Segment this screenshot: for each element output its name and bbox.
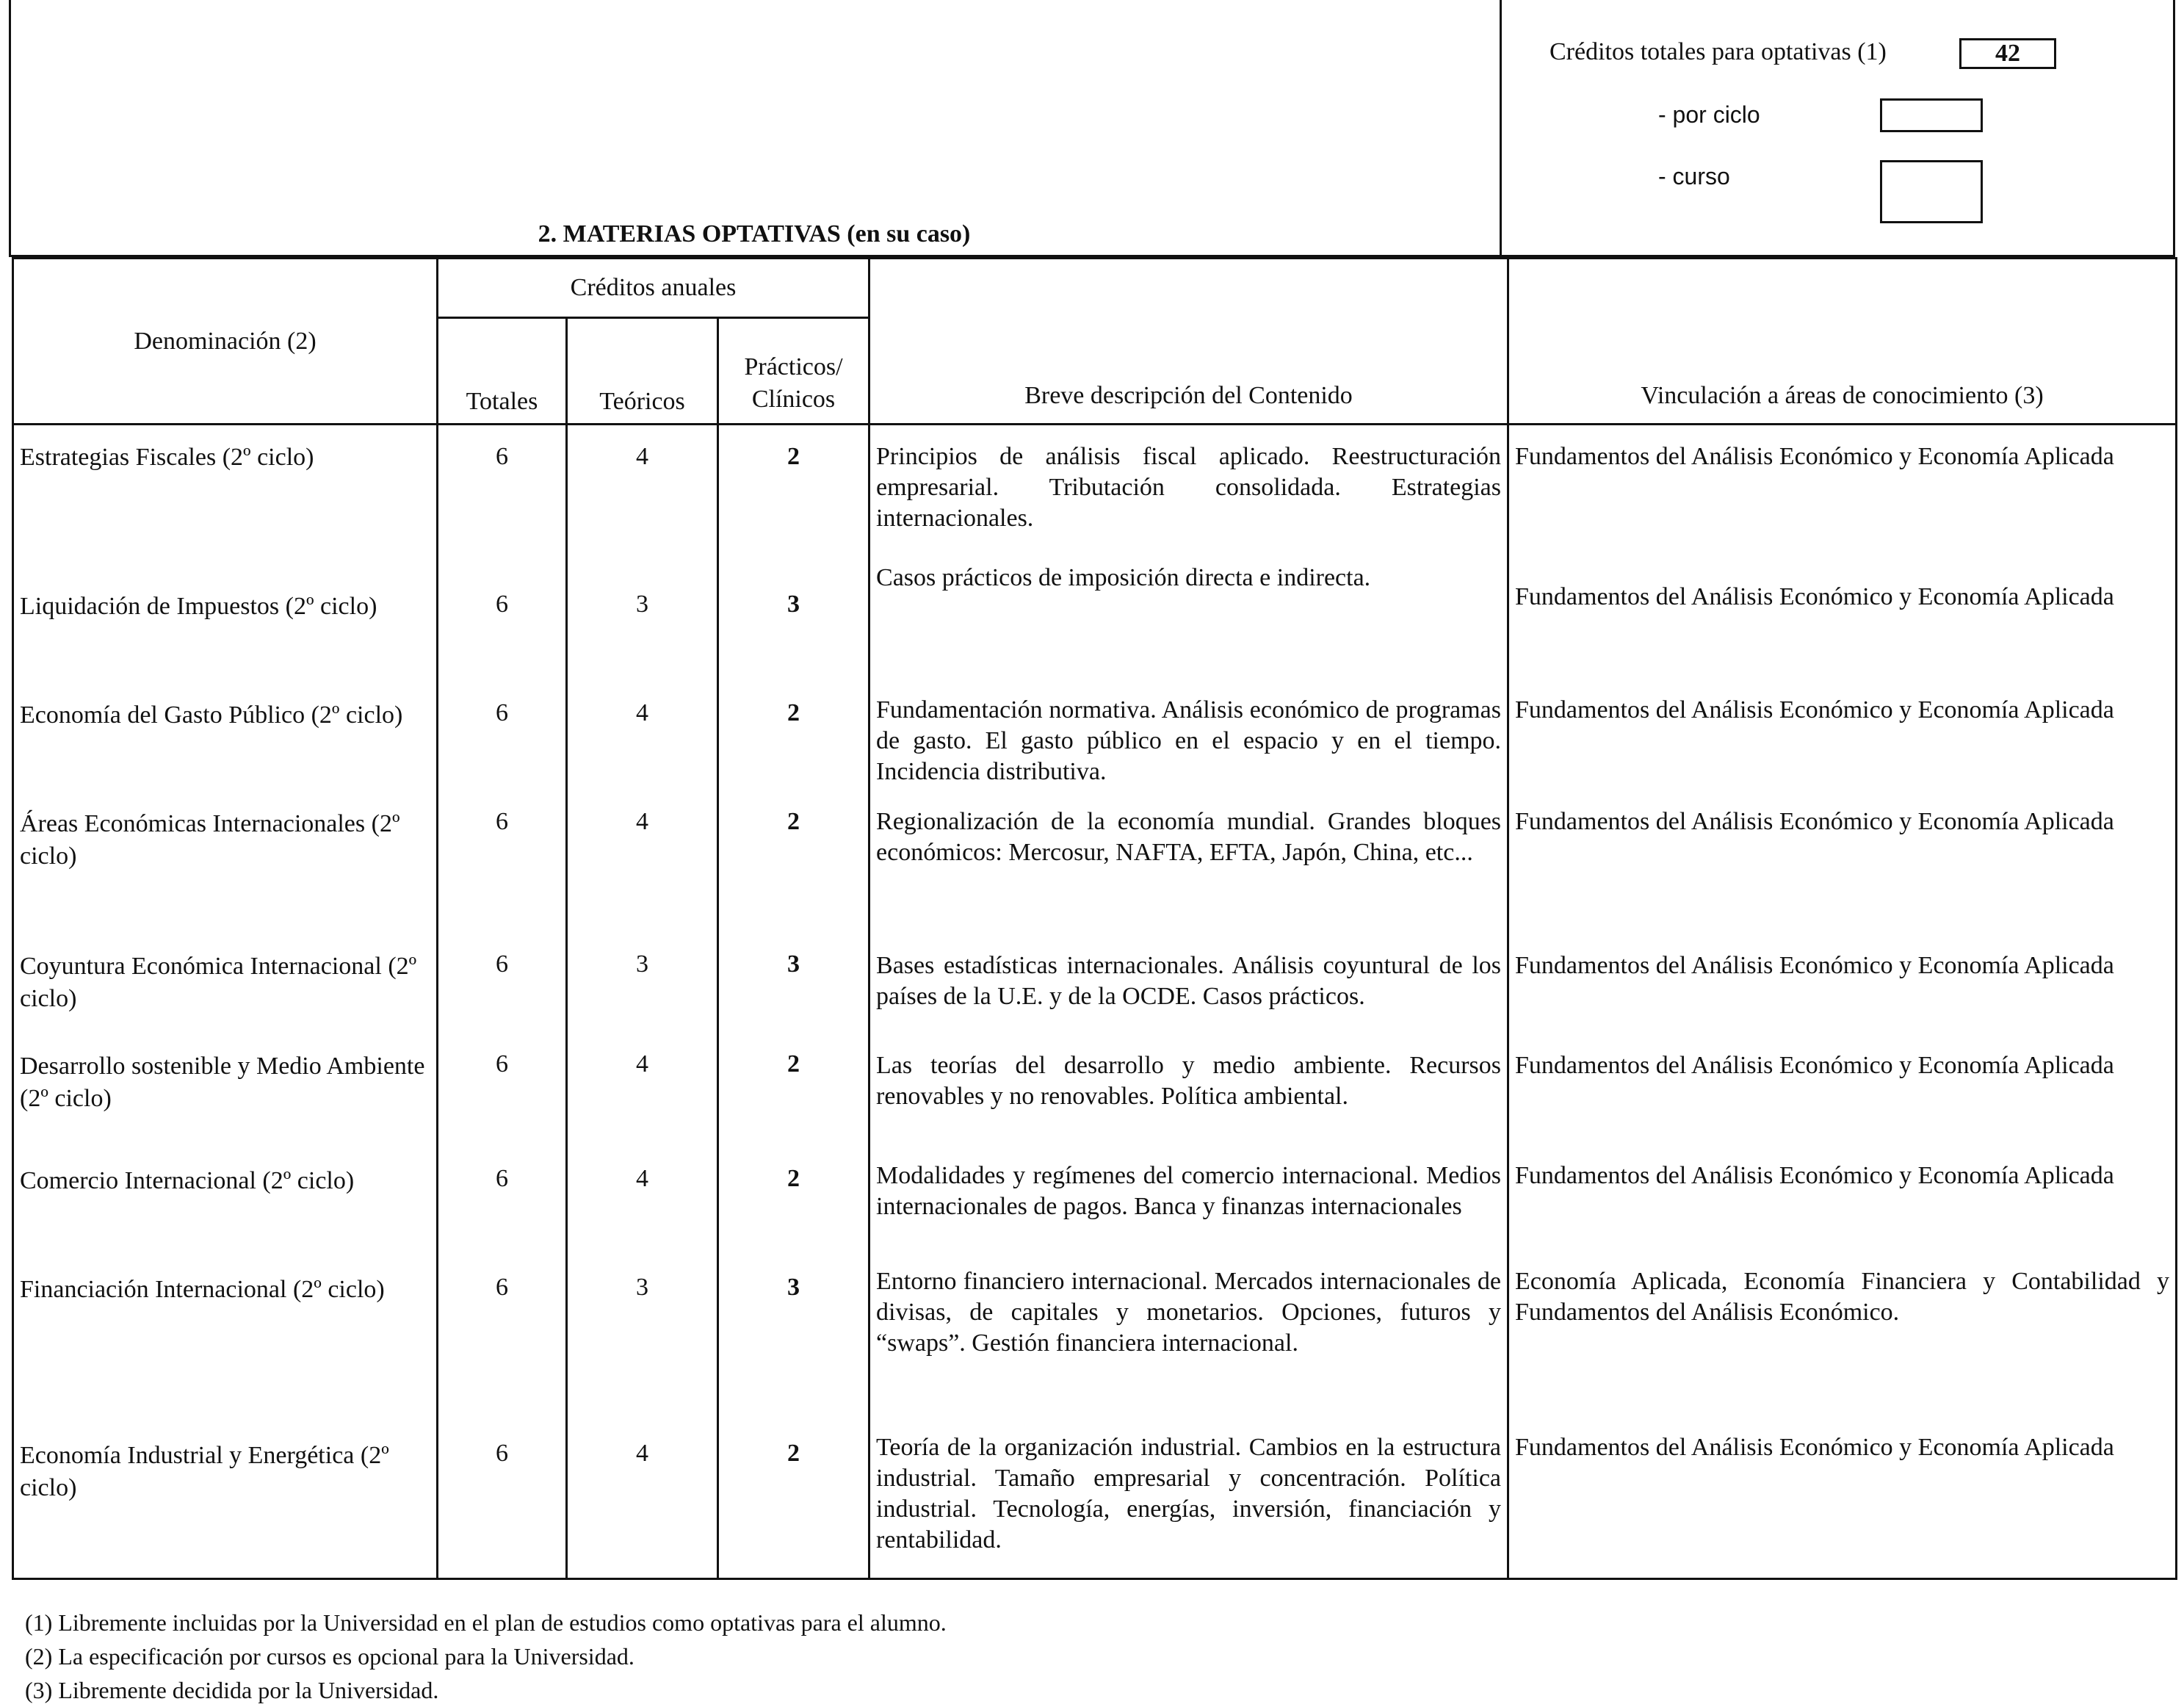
row-vinculacion: Fundamentos del Análisis Económico y Economía Aplicada (1508, 804, 2177, 948)
col-header-totales: Totales (438, 318, 567, 425)
col-header-vinculacion: Vinculación a áreas de conocimiento (3) (1508, 259, 2177, 425)
col-header-descripcion: Breve descripción del Contenido (869, 259, 1508, 425)
col-header-creditos-anuales: Créditos anuales (438, 259, 869, 318)
table-row (13, 1158, 2177, 1263)
curso-box (1880, 160, 1983, 223)
row-vinculacion: Fundamentos del Análisis Económico y Economía Aplicada (1508, 560, 2177, 692)
row-name: Economía del Gasto Público (2º ciclo) (13, 692, 438, 804)
row-teoricos: 4 (567, 1407, 718, 1579)
col-header-teoricos: Teóricos (567, 318, 718, 425)
row-descripcion: Modalidades y regímenes del comercio internacional. Medios internacionales de pagos. Banca y finanzas internacionales (869, 1158, 1508, 1263)
row-totales: 6 (438, 1263, 567, 1407)
footnote-2: (2) La especificación por cursos es opcional para la Universidad. (25, 1643, 634, 1670)
creditos-totales-label: Créditos totales para optativas (1) (1550, 38, 1887, 65)
row-teoricos: 3 (567, 1263, 718, 1407)
row-descripcion: Casos prácticos de imposición directa e indirecta. (869, 560, 1508, 692)
row-totales: 6 (438, 948, 567, 1047)
row-practicos: 2 (718, 1047, 869, 1158)
col-header-denominacion: Denominación (2) (13, 259, 438, 425)
table-row (13, 1263, 2177, 1407)
row-totales: 6 (438, 560, 567, 692)
row-descripcion: Principios de análisis fiscal aplicado. Reestructuración empresarial. Tributación consolidada. Estrategias internacionales. (869, 425, 1508, 560)
footnotes (25, 1606, 947, 1707)
row-teoricos: 4 (567, 1047, 718, 1158)
row-vinculacion: Fundamentos del Análisis Económico y Economía Aplicada (1508, 948, 2177, 1047)
row-descripcion: Entorno financiero internacional. Mercados internacionales de divisas, de capitales y monetarios. Opciones, futuros y “swaps”. Gestión financiera internacional. (869, 1263, 1508, 1407)
row-descripcion: Fundamentación normativa. Análisis económico de programas de gasto. El gasto público en el espacio y en el tiempo. Incidencia distributiva. (869, 692, 1508, 804)
row-vinculacion: Fundamentos del Análisis Económico y Economía Aplicada (1508, 1407, 2177, 1579)
row-vinculacion: Fundamentos del Análisis Económico y Economía Aplicada (1508, 1047, 2177, 1158)
row-name: Áreas Económicas Internacionales (2º ciclo) (13, 804, 438, 948)
row-practicos: 2 (718, 804, 869, 948)
row-totales: 6 (438, 425, 567, 560)
row-vinculacion: Fundamentos del Análisis Económico y Economía Aplicada (1508, 425, 2177, 560)
row-practicos: 3 (718, 1263, 869, 1407)
table-row (13, 560, 2177, 692)
footnote-1: (1) Libremente incluidas por la Universidad en el plan de estudios como optativas para el alumno. (25, 1609, 947, 1636)
row-practicos: 2 (718, 425, 869, 560)
creditos-totales-box: 42 (1959, 38, 2056, 69)
table-row (13, 948, 2177, 1047)
row-name: Desarrollo sostenible y Medio Ambiente (2º ciclo) (13, 1047, 438, 1158)
row-descripcion: Las teorías del desarrollo y medio ambiente. Recursos renovables y no renovables. Política ambiental. (869, 1047, 1508, 1158)
row-vinculacion: Fundamentos del Análisis Económico y Economía Aplicada (1508, 1158, 2177, 1263)
row-name: Economía Industrial y Energética (2º ciclo) (13, 1407, 438, 1579)
row-teoricos: 3 (567, 948, 718, 1047)
row-totales: 6 (438, 1047, 567, 1158)
table-row (13, 1407, 2177, 1579)
curso-label: - curso (1658, 163, 1730, 190)
row-descripcion: Teoría de la organización industrial. Cambios en la estructura industrial. Tamaño empresarial y concentración. Política industrial. Tecnología, energías, inversión, financiación y rentabilidad. (869, 1407, 1508, 1579)
table-row (13, 1047, 2177, 1158)
row-practicos: 3 (718, 948, 869, 1047)
row-teoricos: 4 (567, 1158, 718, 1263)
row-totales: 6 (438, 692, 567, 804)
row-descripcion: Regionalización de la economía mundial. Grandes bloques económicos: Mercosur, NAFTA, EFTA, Japón, China, etc... (869, 804, 1508, 948)
row-name: Estrategias Fiscales (2º ciclo) (13, 425, 438, 560)
row-totales: 6 (438, 1407, 567, 1579)
row-practicos: 3 (718, 560, 869, 692)
row-teoricos: 4 (567, 804, 718, 948)
footnote-3: (3) Libremente decidida por la Universidad. (25, 1677, 439, 1703)
table-row (13, 425, 2177, 560)
table-row (13, 692, 2177, 804)
row-practicos: 2 (718, 1158, 869, 1263)
row-practicos: 2 (718, 1407, 869, 1579)
row-totales: 6 (438, 1158, 567, 1263)
row-vinculacion: Fundamentos del Análisis Económico y Economía Aplicada (1508, 692, 2177, 804)
table-row (13, 804, 2177, 948)
materias-table (12, 257, 2177, 1580)
row-name: Comercio Internacional (2º ciclo) (13, 1158, 438, 1263)
row-teoricos: 4 (567, 425, 718, 560)
row-name: Financiación Internacional (2º ciclo) (13, 1263, 438, 1407)
row-teoricos: 3 (567, 560, 718, 692)
row-vinculacion: Economía Aplicada, Economía Financiera y Contabilidad y Fundamentos del Análisis Económico. (1508, 1263, 2177, 1407)
row-totales: 6 (438, 804, 567, 948)
row-name: Coyuntura Económica Internacional (2º ciclo) (13, 948, 438, 1047)
row-practicos: 2 (718, 692, 869, 804)
header-divider (1500, 0, 1502, 257)
row-descripcion: Bases estadísticas internacionales. Análisis coyuntural de los países de la U.E. y de la OCDE. Casos prácticos. (869, 948, 1508, 1047)
por-ciclo-box (1880, 98, 1983, 132)
por-ciclo-label: - por ciclo (1658, 101, 1760, 128)
col-header-practicos: Prácticos/ Clínicos (718, 318, 869, 425)
row-teoricos: 4 (567, 692, 718, 804)
section-title: 2. MATERIAS OPTATIVAS (en su caso) (538, 220, 971, 248)
row-name: Liquidación de Impuestos (2º ciclo) (13, 560, 438, 692)
